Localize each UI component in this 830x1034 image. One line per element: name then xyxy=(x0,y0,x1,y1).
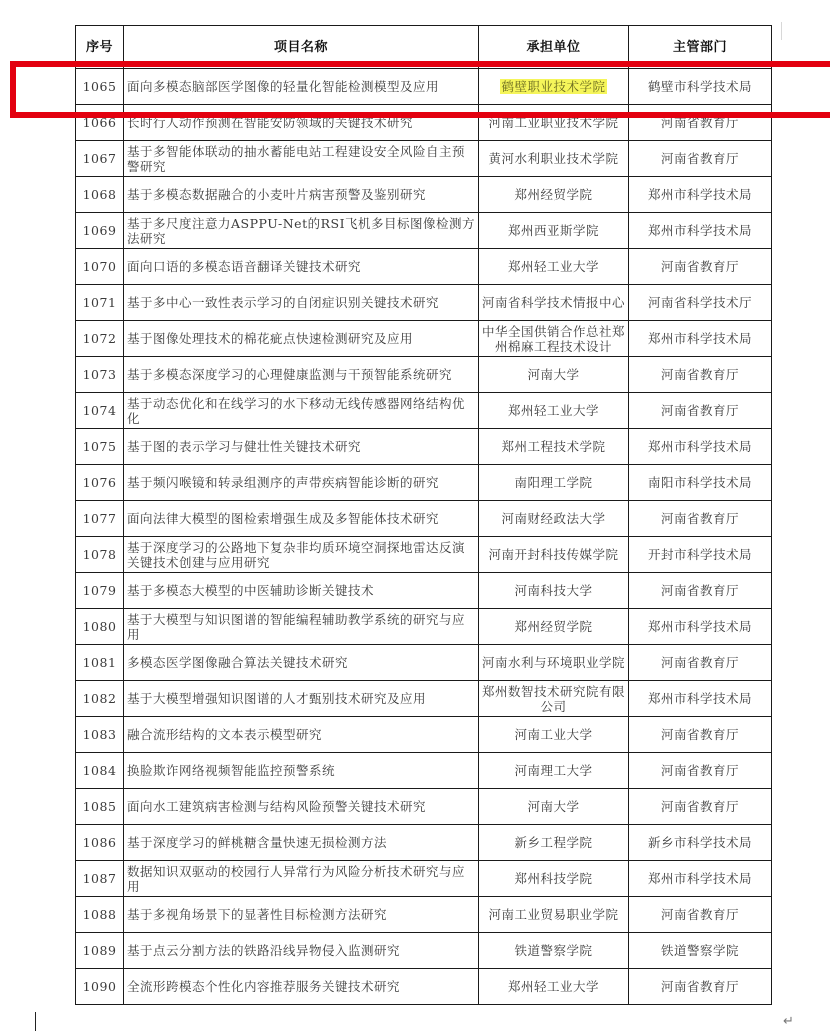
row-seq-cell: 1076 xyxy=(76,465,124,501)
row-organization-cell: 郑州轻工业大学 xyxy=(479,969,629,1005)
table-row xyxy=(76,105,772,141)
row-seq-cell: 1072 xyxy=(76,321,124,357)
table-row xyxy=(76,285,772,321)
row-department-cell: 河南省教育厅 xyxy=(629,141,772,177)
table-row xyxy=(76,753,772,789)
table-row xyxy=(76,429,772,465)
row-department-cell: 河南省教育厅 xyxy=(629,753,772,789)
row-department-cell: 河南省教育厅 xyxy=(629,357,772,393)
header-project-name: 项目名称 xyxy=(124,26,479,69)
row-seq-cell: 1075 xyxy=(76,429,124,465)
row-organization-cell: 河南理工大学 xyxy=(479,753,629,789)
table-row xyxy=(76,501,772,537)
row-seq-cell: 1083 xyxy=(76,717,124,753)
row-organization-cell: 河南财经政法大学 xyxy=(479,501,629,537)
page-margin-guide xyxy=(781,22,782,40)
row-department-cell: 郑州市科学技术局 xyxy=(629,213,772,249)
row-organization-cell: 南阳理工学院 xyxy=(479,465,629,501)
table-row xyxy=(76,357,772,393)
row-organization-cell: 河南水利与环境职业学院 xyxy=(479,645,629,681)
row-project-name-cell: 基于多模态深度学习的心理健康监测与干预智能系统研究 xyxy=(124,357,479,393)
table-row xyxy=(76,897,772,933)
row-department-cell: 开封市科学技术局 xyxy=(629,537,772,573)
table-row xyxy=(76,825,772,861)
row-project-name-cell: 基于频闪喉镜和转录组测序的声带疾病智能诊断的研究 xyxy=(124,465,479,501)
row-department-cell: 河南省教育厅 xyxy=(629,573,772,609)
row-seq-cell: 1086 xyxy=(76,825,124,861)
row-department-cell: 郑州市科学技术局 xyxy=(629,321,772,357)
table-row xyxy=(76,789,772,825)
table-row xyxy=(76,537,772,573)
row-organization-cell: 河南工业贸易职业学院 xyxy=(479,897,629,933)
table-row xyxy=(76,861,772,897)
row-department-cell: 河南省教育厅 xyxy=(629,897,772,933)
row-organization-cell: 河南工业大学 xyxy=(479,717,629,753)
row-project-name-cell: 基于深度学习的公路地下复杂非均质环境空洞探地雷达反演关键技术创建与应用研究 xyxy=(124,537,479,573)
row-seq-cell: 1079 xyxy=(76,573,124,609)
row-seq-cell: 1089 xyxy=(76,933,124,969)
row-organization-cell: 河南大学 xyxy=(479,357,629,393)
row-project-name-cell: 面向法律大模型的图检索增强生成及多智能体技术研究 xyxy=(124,501,479,537)
row-seq-cell: 1069 xyxy=(76,213,124,249)
row-seq-cell: 1073 xyxy=(76,357,124,393)
row-department-cell: 河南省科学技术厅 xyxy=(629,285,772,321)
paragraph-mark: ↵ xyxy=(783,1014,794,1029)
row-project-name-cell: 长时行人动作预测在智能安防领域的关键技术研究 xyxy=(124,105,479,141)
table-body xyxy=(76,69,772,1005)
row-organization-cell: 郑州西亚斯学院 xyxy=(479,213,629,249)
row-project-name-cell: 基于点云分割方法的铁路沿线异物侵入监测研究 xyxy=(124,933,479,969)
table-row xyxy=(76,213,772,249)
row-department-cell: 鹤壁市科学技术局 xyxy=(629,69,772,105)
highlighted-organization-text: 鹤壁职业技术学院 xyxy=(501,79,606,94)
row-organization-cell: 河南大学 xyxy=(479,789,629,825)
table-row xyxy=(76,69,772,105)
row-project-name-cell: 基于动态优化和在线学习的水下移动无线传感器网络结构优化 xyxy=(124,393,479,429)
row-project-name-cell: 换脸欺诈网络视频智能监控预警系统 xyxy=(124,753,479,789)
row-seq-cell: 1088 xyxy=(76,897,124,933)
row-organization-cell: 中华全国供销合作总社郑州棉麻工程技术设计 xyxy=(479,321,629,357)
table-row xyxy=(76,573,772,609)
header-organization: 承担单位 xyxy=(479,26,629,69)
table-row xyxy=(76,393,772,429)
row-department-cell: 郑州市科学技术局 xyxy=(629,861,772,897)
row-organization-cell: 郑州经贸学院 xyxy=(479,177,629,213)
row-project-name-cell: 基于多模态大模型的中医辅助诊断关键技术 xyxy=(124,573,479,609)
row-organization-cell: 郑州经贸学院 xyxy=(479,609,629,645)
row-organization-cell: 郑州轻工业大学 xyxy=(479,249,629,285)
row-organization-cell: 河南科技大学 xyxy=(479,573,629,609)
row-seq-cell: 1090 xyxy=(76,969,124,1005)
row-seq-cell: 1078 xyxy=(76,537,124,573)
row-project-name-cell: 面向口语的多模态语音翻译关键技术研究 xyxy=(124,249,479,285)
row-project-name-cell: 全流形跨模态个性化内容推荐服务关键技术研究 xyxy=(124,969,479,1005)
row-seq-cell: 1087 xyxy=(76,861,124,897)
row-project-name-cell: 数据知识双驱动的校园行人异常行为风险分析技术研究与应用 xyxy=(124,861,479,897)
row-project-name-cell: 基于深度学习的鲜桃糖含量快速无损检测方法 xyxy=(124,825,479,861)
table-row xyxy=(76,465,772,501)
table-row xyxy=(76,645,772,681)
row-organization-cell: 郑州轻工业大学 xyxy=(479,393,629,429)
row-seq-cell: 1080 xyxy=(76,609,124,645)
row-department-cell: 铁道警察学院 xyxy=(629,933,772,969)
table-row xyxy=(76,141,772,177)
row-project-name-cell: 基于多模态数据融合的小麦叶片病害预警及鉴别研究 xyxy=(124,177,479,213)
row-project-name-cell: 融合流形结构的文本表示模型研究 xyxy=(124,717,479,753)
table-row xyxy=(76,321,772,357)
row-project-name-cell: 基于大模型增强知识图谱的人才甄别技术研究及应用 xyxy=(124,681,479,717)
table-row xyxy=(76,717,772,753)
project-table xyxy=(75,25,772,1005)
row-seq-cell: 1068 xyxy=(76,177,124,213)
row-project-name-cell: 基于大模型与知识图谱的智能编程辅助教学系统的研究与应用 xyxy=(124,609,479,645)
row-project-name-cell: 基于图的表示学习与健壮性关键技术研究 xyxy=(124,429,479,465)
row-seq-cell: 1085 xyxy=(76,789,124,825)
row-organization-cell: 河南开封科技传媒学院 xyxy=(479,537,629,573)
row-organization-cell: 河南工业职业技术学院 xyxy=(479,105,629,141)
table-row xyxy=(76,177,772,213)
row-organization-cell: 郑州工程技术学院 xyxy=(479,429,629,465)
row-organization-cell: 郑州数智技术研究院有限公司 xyxy=(479,681,629,717)
row-seq-cell: 1071 xyxy=(76,285,124,321)
row-department-cell: 郑州市科学技术局 xyxy=(629,177,772,213)
table-row xyxy=(76,969,772,1005)
row-project-name-cell: 基于图像处理技术的棉花疵点快速检测研究及应用 xyxy=(124,321,479,357)
row-department-cell: 河南省教育厅 xyxy=(629,249,772,285)
table-header-row xyxy=(76,26,772,69)
row-project-name-cell: 面向多模态脑部医学图像的轻量化智能检测模型及应用 xyxy=(124,69,479,105)
row-organization-cell: 铁道警察学院 xyxy=(479,933,629,969)
row-organization-cell xyxy=(479,69,629,105)
row-project-name-cell: 基于多智能体联动的抽水蓄能电站工程建设安全风险自主预警研究 xyxy=(124,141,479,177)
table-row xyxy=(76,681,772,717)
row-organization-cell: 河南省科学技术情报中心 xyxy=(479,285,629,321)
row-department-cell: 郑州市科学技术局 xyxy=(629,609,772,645)
row-department-cell: 河南省教育厅 xyxy=(629,789,772,825)
row-department-cell: 河南省教育厅 xyxy=(629,717,772,753)
row-department-cell: 河南省教育厅 xyxy=(629,393,772,429)
row-department-cell: 河南省教育厅 xyxy=(629,501,772,537)
table-row xyxy=(76,609,772,645)
row-project-name-cell: 面向水工建筑病害检测与结构风险预警关键技术研究 xyxy=(124,789,479,825)
row-seq-cell: 1066 xyxy=(76,105,124,141)
row-organization-cell: 郑州科技学院 xyxy=(479,861,629,897)
row-seq-cell: 1084 xyxy=(76,753,124,789)
row-seq-cell: 1074 xyxy=(76,393,124,429)
row-organization-cell: 新乡工程学院 xyxy=(479,825,629,861)
header-department: 主管部门 xyxy=(629,26,772,69)
row-seq-cell: 1070 xyxy=(76,249,124,285)
row-department-cell: 河南省教育厅 xyxy=(629,645,772,681)
row-project-name-cell: 基于多尺度注意力ASPPU-Net的RSI飞机多目标图像检测方法研究 xyxy=(124,213,479,249)
row-department-cell: 郑州市科学技术局 xyxy=(629,429,772,465)
row-seq-cell: 1067 xyxy=(76,141,124,177)
row-seq-cell: 1081 xyxy=(76,645,124,681)
row-department-cell: 郑州市科学技术局 xyxy=(629,681,772,717)
row-department-cell: 河南省教育厅 xyxy=(629,105,772,141)
header-seq: 序号 xyxy=(76,26,124,69)
row-project-name-cell: 基于多视角场景下的显著性目标检测方法研究 xyxy=(124,897,479,933)
row-organization-cell: 黄河水利职业技术学院 xyxy=(479,141,629,177)
row-seq-cell: 1082 xyxy=(76,681,124,717)
row-project-name-cell: 多模态医学图像融合算法关键技术研究 xyxy=(124,645,479,681)
row-department-cell: 新乡市科学技术局 xyxy=(629,825,772,861)
row-seq-cell: 1077 xyxy=(76,501,124,537)
row-department-cell: 南阳市科学技术局 xyxy=(629,465,772,501)
row-project-name-cell: 基于多中心一致性表示学习的自闭症识别关键技术研究 xyxy=(124,285,479,321)
table-row xyxy=(76,249,772,285)
row-department-cell: 河南省教育厅 xyxy=(629,969,772,1005)
table-row xyxy=(76,933,772,969)
row-seq-cell: 1065 xyxy=(76,69,124,105)
text-cursor xyxy=(35,1012,36,1031)
